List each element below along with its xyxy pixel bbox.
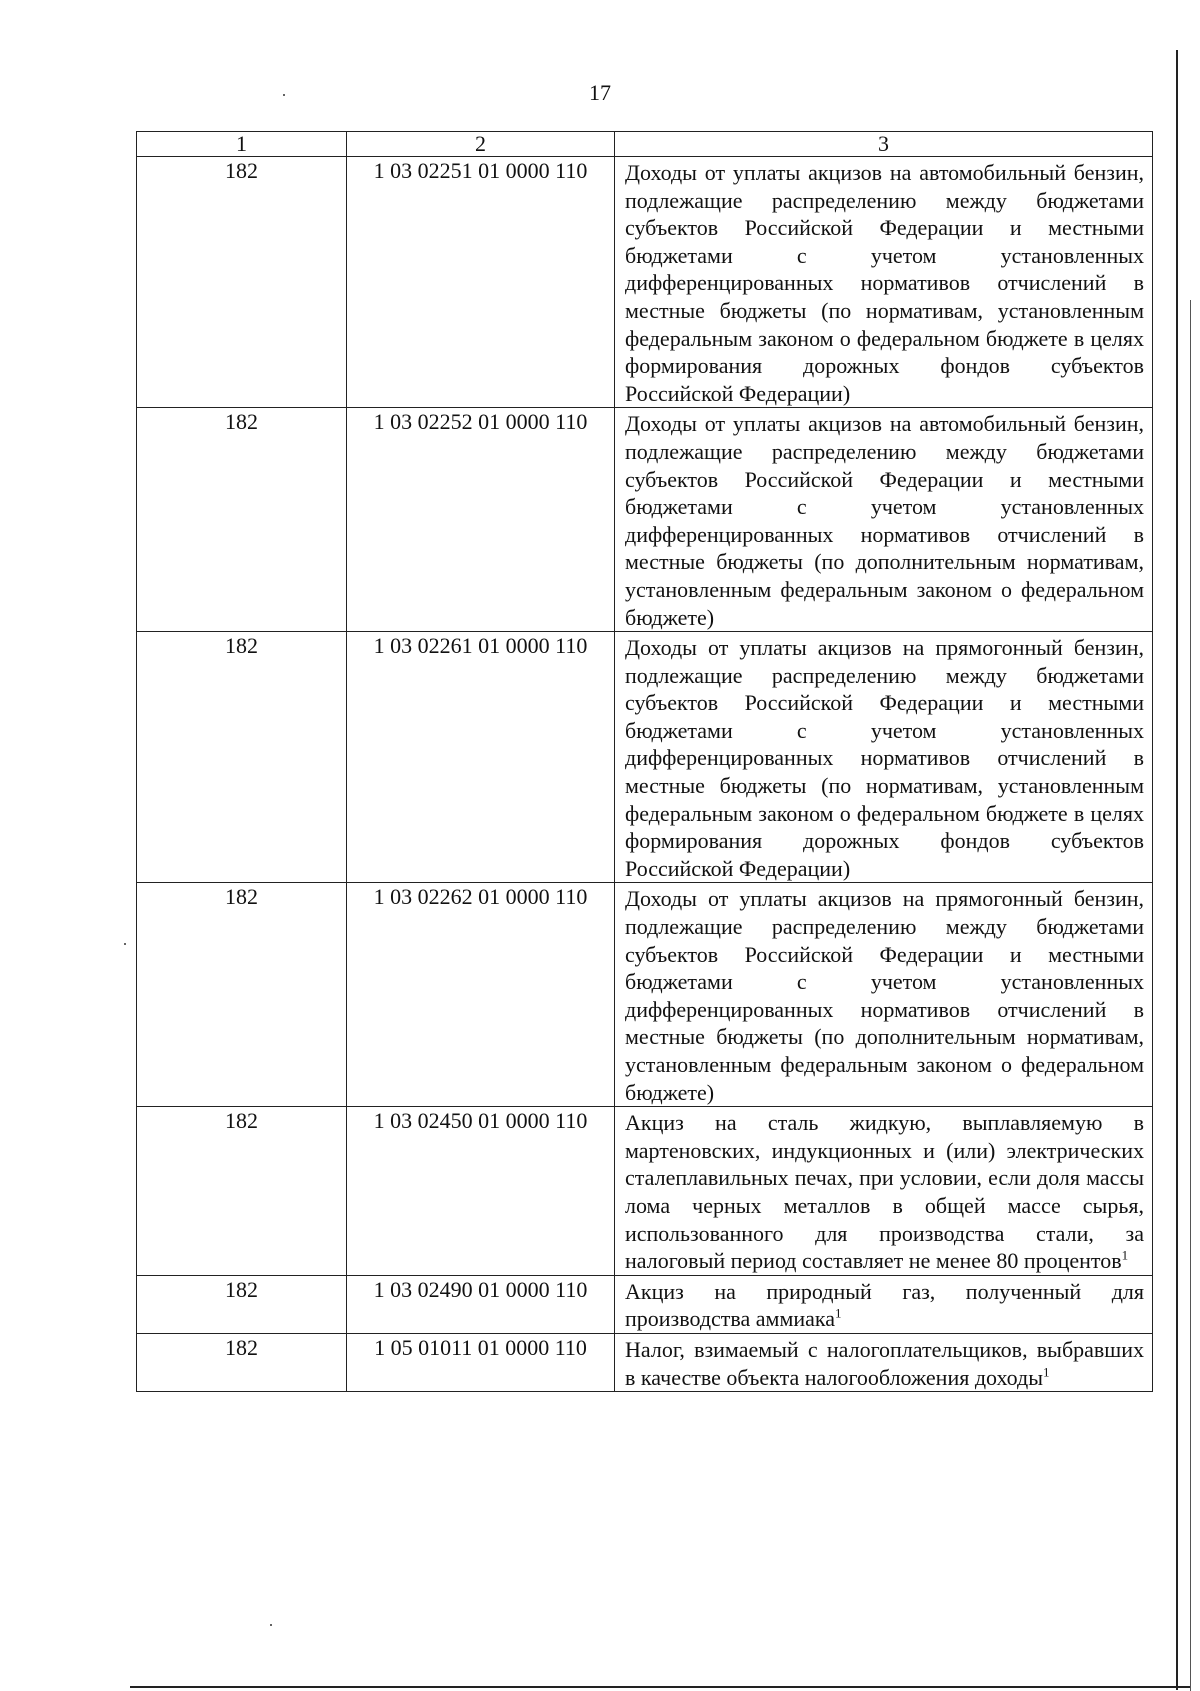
description-text: Акциз на природный газ, полученный для производства аммиака	[625, 1278, 1144, 1332]
description-text: Доходы от уплаты акцизов на прямогонный бензин, подлежащие распределению между бюджетами субъектов Российской Федерации и местными бюджетами с учетом установленных дифференцированных нормативов отчислений в местные бюджеты (по дополнительным нормативам, установленным федеральным законом о федеральном бюджете)	[625, 886, 1144, 1105]
description-cell	[615, 1275, 1153, 1333]
scan-edge-bottom	[130, 1686, 1190, 1688]
kbk-code-cell: 1 03 02252 01 0000 110	[347, 408, 615, 632]
table-header-row	[137, 132, 1153, 157]
table-row	[137, 1275, 1153, 1333]
description-text: Налог, взимаемый с налогоплательщиков, выбравших в качестве объекта налогообложения доходы	[625, 1336, 1144, 1390]
footnote-marker: 1	[1043, 1364, 1050, 1380]
admin-code-cell: 182	[137, 157, 347, 408]
kbk-code-cell: 1 03 02261 01 0000 110	[347, 632, 615, 883]
kbk-code-cell: 1 03 02450 01 0000 110	[347, 1107, 615, 1276]
admin-code-cell: 182	[137, 632, 347, 883]
table-row	[137, 408, 1153, 632]
footnote-marker: 1	[835, 1306, 842, 1322]
kbk-code-cell: 1 03 02251 01 0000 110	[347, 157, 615, 408]
scan-dot	[283, 94, 285, 96]
description-text: Доходы от уплаты акцизов на прямогонный бензин, подлежащие распределению между бюджетами субъектов Российской Федерации и местными бюджетами с учетом установленных дифференцированных нормативов отчислений в местные бюджеты (по нормативам, установленным федеральным законом о федеральном бюджете в целях формирования дорожных фондов субъектов Российской Федерации)	[625, 635, 1144, 881]
description-cell	[615, 408, 1153, 632]
table-row	[137, 632, 1153, 883]
admin-code-cell: 182	[137, 1333, 347, 1391]
column-header-3: 3	[615, 132, 1153, 157]
page-number: 17	[589, 80, 611, 105]
description-cell	[615, 157, 1153, 408]
scan-dot	[124, 943, 126, 945]
description-cell	[615, 632, 1153, 883]
kbk-code-cell: 1 03 02490 01 0000 110	[347, 1275, 615, 1333]
description-text: Доходы от уплаты акцизов на автомобильный бензин, подлежащие распределению между бюджетами субъектов Российской Федерации и местными бюджетами с учетом установленных дифференцированных нормативов отчислений в местные бюджеты (по нормативам, установленным федеральным законом о федеральном бюджете в целях формирования дорожных фондов субъектов Российской Федерации)	[625, 160, 1144, 406]
revenue-codes-table	[136, 131, 1153, 1392]
admin-code-cell: 182	[137, 883, 347, 1107]
table-row	[137, 1107, 1153, 1276]
scan-edge-right	[1176, 50, 1178, 1690]
table-row	[137, 883, 1153, 1107]
description-text: Доходы от уплаты акцизов на автомобильный бензин, подлежащие распределению между бюджетами субъектов Российской Федерации и местными бюджетами с учетом установленных дифференцированных нормативов отчислений в местные бюджеты (по дополнительным нормативам, установленным федеральным законом о федеральном бюджете)	[625, 411, 1144, 630]
kbk-code-cell: 1 03 02262 01 0000 110	[347, 883, 615, 1107]
column-header-1: 1	[137, 132, 347, 157]
kbk-code-cell: 1 05 01011 01 0000 110	[347, 1333, 615, 1391]
admin-code-cell: 182	[137, 1107, 347, 1276]
description-cell	[615, 1107, 1153, 1276]
scan-dot	[270, 1624, 272, 1626]
admin-code-cell: 182	[137, 1275, 347, 1333]
description-text: Акциз на сталь жидкую, выплавляемую в мартеновских, индукционных и (или) электрических сталеплавильных печах, при условии, если доля массы лома черных металлов в общей массе сырья, использованного для производства стали, за налоговый период составляет не менее 80 процентов	[625, 1110, 1144, 1274]
scan-edge-right-outer	[1190, 300, 1191, 1691]
footnote-marker: 1	[1121, 1247, 1129, 1263]
column-header-2: 2	[347, 132, 615, 157]
description-cell	[615, 1333, 1153, 1391]
description-cell	[615, 883, 1153, 1107]
admin-code-cell: 182	[137, 408, 347, 632]
table-row	[137, 157, 1153, 408]
table-row	[137, 1333, 1153, 1391]
